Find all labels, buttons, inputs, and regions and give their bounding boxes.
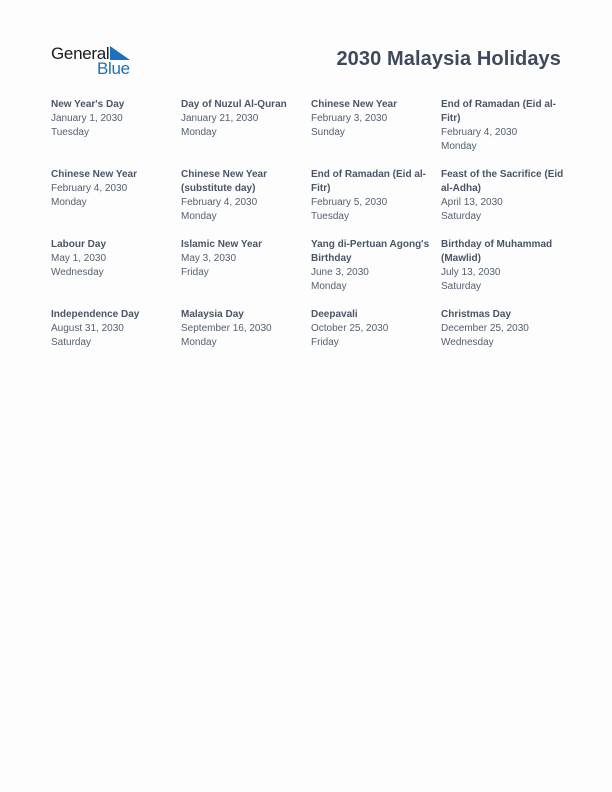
holiday-date: July 13, 2030 (441, 267, 501, 278)
holiday-grid (51, 98, 571, 378)
holiday-weekday: Monday (181, 211, 217, 222)
holiday-date: August 31, 2030 (51, 323, 124, 334)
holiday-item (311, 168, 441, 238)
holiday-date: June 3, 2030 (311, 267, 369, 278)
holiday-weekday: Sunday (311, 127, 345, 138)
holiday-item (311, 308, 441, 378)
holiday-name: Chinese New Year (51, 169, 137, 180)
holiday-item (181, 238, 311, 308)
holiday-name: Labour Day (51, 239, 107, 250)
holiday-item (441, 168, 571, 238)
holiday-date: December 25, 2030 (441, 323, 529, 334)
logo-text-general: General (51, 44, 110, 63)
holiday-weekday: Monday (441, 141, 477, 152)
holiday-weekday: Wednesday (441, 337, 494, 348)
holiday-item (181, 308, 311, 378)
holiday-weekday: Friday (181, 267, 209, 278)
holiday-weekday: Monday (311, 281, 347, 292)
holiday-item (51, 98, 181, 168)
holiday-date: January 1, 2030 (51, 113, 123, 124)
holiday-name: Independence Day (51, 309, 140, 320)
holiday-name: Birthday of Muhammad (Mawlid) (441, 239, 553, 264)
generalblue-logo (50, 44, 140, 78)
holiday-weekday: Friday (311, 337, 339, 348)
holiday-item (441, 308, 571, 378)
holiday-weekday: Saturday (441, 211, 482, 222)
holiday-item (311, 238, 441, 308)
holiday-item (181, 98, 311, 168)
logo-text-blue: Blue (97, 59, 130, 78)
holiday-item (51, 168, 181, 238)
holiday-date: May 3, 2030 (181, 253, 237, 264)
holiday-weekday: Monday (51, 197, 87, 208)
holiday-name: Chinese New Year (311, 99, 397, 110)
holiday-weekday: Saturday (441, 281, 482, 292)
holiday-weekday: Tuesday (51, 127, 89, 138)
holiday-weekday: Tuesday (311, 211, 349, 222)
holiday-name: End of Ramadan (Eid al-Fitr) (441, 99, 557, 124)
holiday-name: Christmas Day (441, 309, 512, 320)
logo-triangle-icon (110, 46, 130, 60)
holiday-item (311, 98, 441, 168)
holiday-name: Feast of the Sacrifice (Eid al-Adha) (441, 169, 564, 194)
page-title: 2030 Malaysia Holidays (336, 48, 561, 70)
holiday-date: February 4, 2030 (51, 183, 128, 194)
holiday-date: February 4, 2030 (181, 197, 258, 208)
holiday-date: April 13, 2030 (441, 197, 503, 208)
holiday-weekday: Saturday (51, 337, 92, 348)
holiday-item (441, 98, 571, 168)
holiday-name: End of Ramadan (Eid al-Fitr) (311, 169, 427, 194)
holiday-name: Deepavali (311, 309, 358, 320)
holiday-item (51, 238, 181, 308)
holiday-item (181, 168, 311, 238)
holiday-weekday: Monday (181, 337, 217, 348)
holiday-name: Day of Nuzul Al-Quran (181, 99, 287, 110)
holiday-name: New Year's Day (51, 99, 125, 110)
holiday-date: February 5, 2030 (311, 197, 388, 208)
holiday-name: Malaysia Day (181, 309, 244, 320)
holiday-date: May 1, 2030 (51, 253, 107, 264)
holiday-weekday: Wednesday (51, 267, 104, 278)
holiday-name: Chinese New Year (substitute day) (181, 169, 267, 194)
holiday-date: February 3, 2030 (311, 113, 388, 124)
holiday-date: September 16, 2030 (181, 323, 272, 334)
holiday-weekday: Monday (181, 127, 217, 138)
holiday-name: Islamic New Year (181, 239, 262, 250)
holiday-date: February 4, 2030 (441, 127, 518, 138)
holiday-date: January 21, 2030 (181, 113, 259, 124)
holiday-item (51, 308, 181, 378)
holiday-name: Yang di-Pertuan Agong's Birthday (311, 239, 430, 264)
holiday-item (441, 238, 571, 308)
holiday-date: October 25, 2030 (311, 323, 389, 334)
